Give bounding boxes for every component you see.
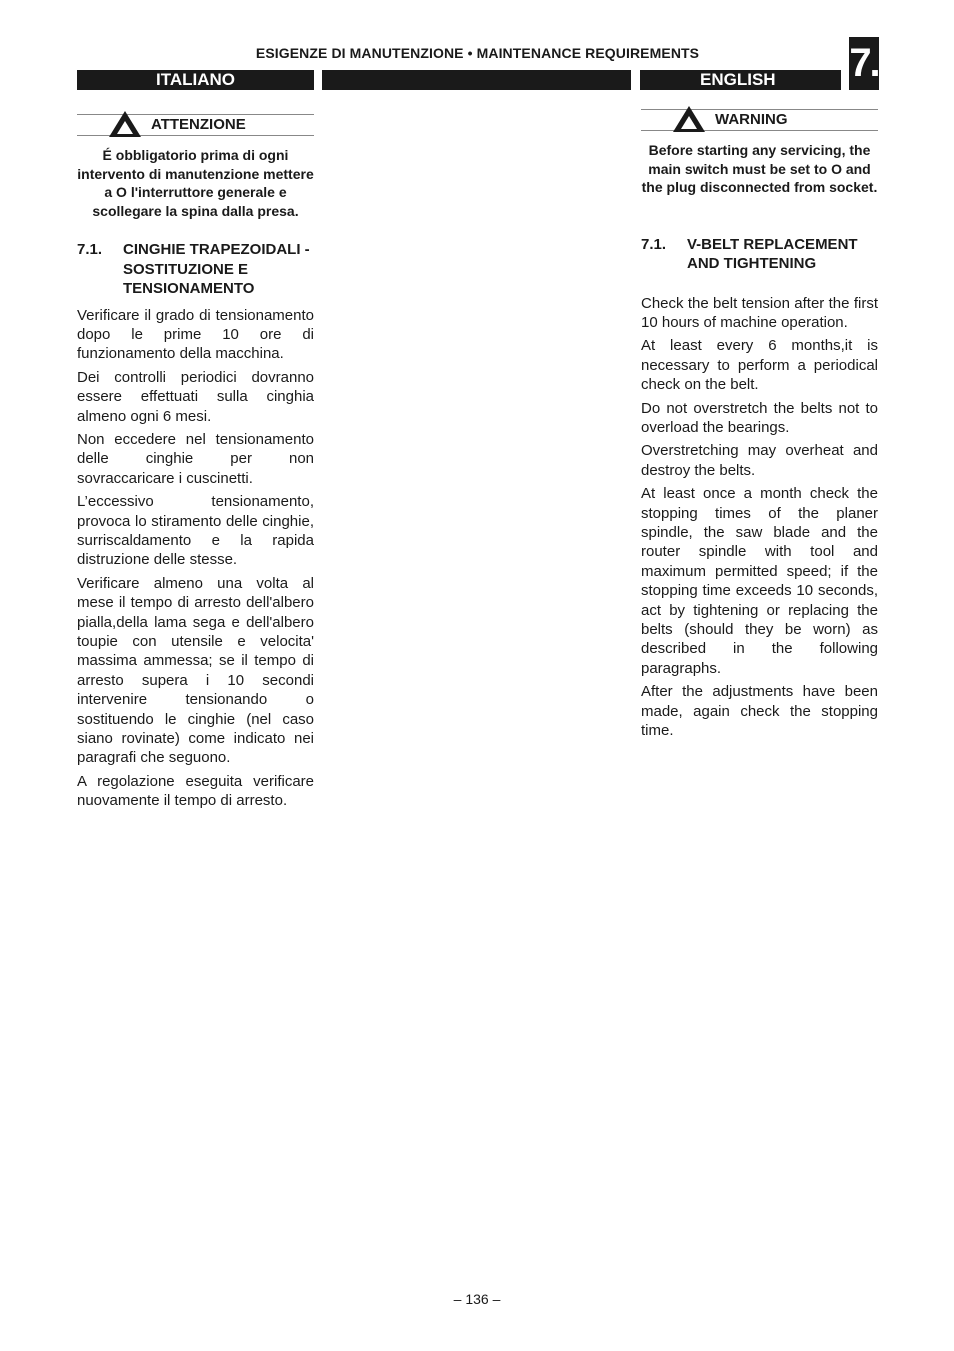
paragraph: At least every 6 months,it is necessary to perform a periodical check on the belt. [641, 337, 878, 394]
warning-label-english: WARNING [715, 111, 788, 128]
page-number: – 136 – [453, 1291, 501, 1307]
language-bar-english [640, 70, 841, 90]
warning-box-english [641, 109, 878, 131]
paragraph: After the adjustments have been made, again check the stopping time. [641, 683, 878, 740]
chapter-number: 7. [849, 37, 879, 90]
page-header-title: ESIGENZE DI MANUTENZIONE • MAINTENANCE REQUIREMENTS [255, 45, 700, 61]
language-bar-blank [322, 70, 631, 90]
warning-text-italian: É obbligatorio prima di ogni intervento di manutenzione mettere a O l'interruttore generale e scollegare la spina dalla presa. [77, 147, 314, 219]
paragraph: Verificare il grado di tensionamento dopo le prime 10 ore di funzionamento della macchina. [77, 306, 314, 363]
paragraph: Dei controlli periodici dovranno essere effettuati sulla cinghia almeno ogni 6 mesi. [77, 368, 314, 425]
section-title-english: V-BELT REPLACEMENT AND TIGHTENING [687, 235, 858, 272]
warning-label-italian: ATTENZIONE [151, 116, 246, 133]
section-heading-italian [77, 240, 314, 299]
warning-text-english: Before starting any servicing, the main switch must be set to O and the plug disconnected from socket. [641, 142, 878, 195]
section-heading-english [641, 235, 878, 274]
body-text-english [641, 294, 878, 741]
paragraph: Non eccedere nel tensionamento delle cinghie per non sovraccaricare i cuscinetti. [77, 430, 314, 487]
paragraph: L’eccessivo tensionamento, provoca lo stiramento delle cinghie, surriscaldamento e la rapida distruzione delle stesse. [77, 493, 314, 569]
section-number-italian: 7.1. [77, 241, 103, 258]
paragraph: At least once a month check the stopping times of the planer spindle, the saw blade and the router spindle with tool and maximum permitted speed; if the stopping time exceeds 10 seconds, act by tightening or replacing the belts (should they be worn) as described in the following paragraphs. [641, 485, 878, 677]
language-label-italian: ITALIANO [155, 70, 235, 89]
english-column [641, 109, 878, 744]
paragraph: A regolazione eseguita verificare nuovamente il tempo di arresto. [77, 772, 314, 810]
warning-triangle-icon [107, 109, 143, 139]
paragraph: Check the belt tension after the first 10 hours of machine operation. [641, 294, 878, 331]
paragraph: Overstretching may overheat and destroy the belts. [641, 442, 878, 479]
paragraph: Do not overstretch the belts not to overload the bearings. [641, 399, 878, 436]
italian-column [77, 114, 314, 815]
warning-triangle-icon [671, 104, 707, 134]
warning-box-italian [77, 114, 314, 136]
body-text-italian [77, 306, 314, 811]
paragraph: Verificare almeno una volta al mese il tempo di arresto dell'albero pialla,della lama sega e dell'albero toupie con utensile e velocita' massima ammessa; se il tempo di arresto supera i 10 secondi intervenire tensionando o sostituendo le cinghie (nel caso siano rovinate) come indicato nei paragrafi che seguono. [77, 574, 314, 767]
section-number-english: 7.1. [641, 235, 667, 253]
section-title-italian: CINGHIE TRAPEZOIDALI - SOSTITUZIONE E TENSIONAMENTO [123, 241, 310, 297]
language-label-english: ENGLISH [700, 70, 776, 89]
language-bar-italian [77, 70, 314, 90]
